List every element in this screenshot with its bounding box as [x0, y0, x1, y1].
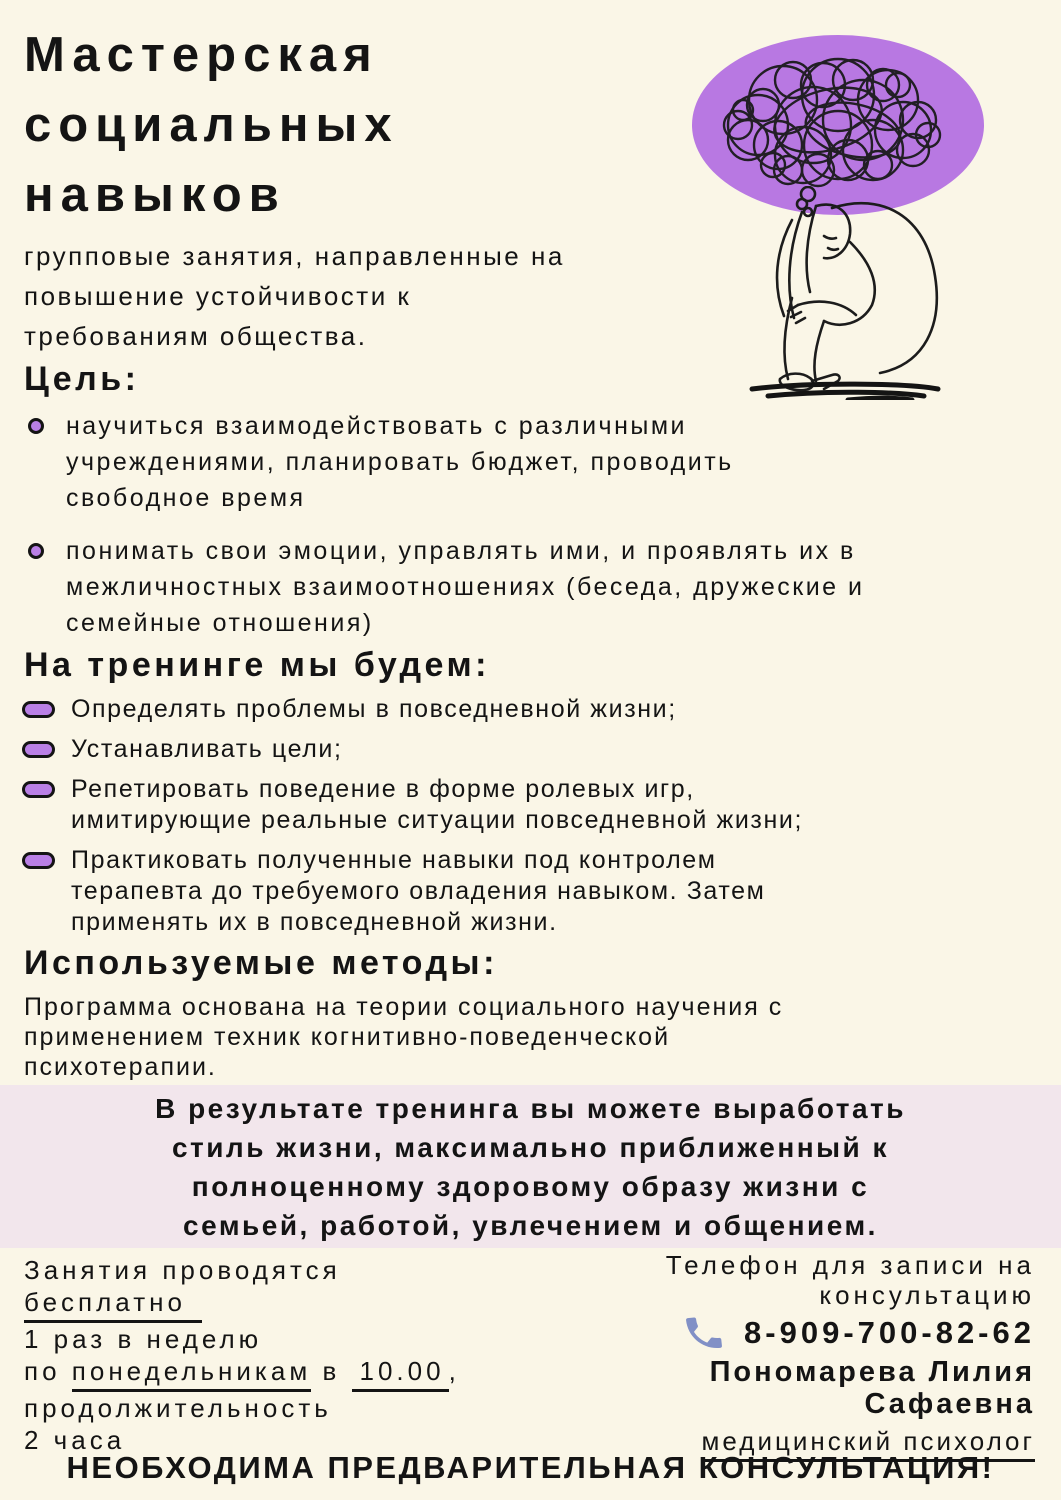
list-item-line: научиться взаимодействовать с различными	[66, 412, 687, 440]
contact-block	[666, 1250, 1035, 1462]
list-item-line: учреждениями, планировать бюджет, проводить	[66, 448, 734, 476]
list-item	[24, 533, 864, 641]
list-item	[22, 734, 803, 765]
contact-name: Пономарева Лилия Сафаевна	[709, 1356, 1035, 1420]
list-item-line: применять их в повседневной жизни.	[71, 908, 558, 936]
goal-list	[24, 408, 864, 658]
pill-bullet-icon	[22, 781, 55, 798]
subtitle	[24, 236, 565, 356]
banner-line: полноценному здоровому образу жизни с	[191, 1170, 870, 1202]
list-item	[24, 408, 864, 516]
schedule-line: 1 раз в неделю	[24, 1324, 263, 1354]
goal-heading: Цель:	[24, 360, 140, 398]
circle-bullet-icon	[28, 418, 44, 434]
list-item-line: понимать свои эмоции, управлять ими, и проявлять их в	[66, 537, 856, 565]
pill-bullet-icon	[22, 701, 55, 718]
subtitle-line: групповые занятия, направленные на	[24, 241, 565, 271]
pill-bullet-icon	[22, 852, 55, 869]
list-item-line: терапевта до требуемого овладения навыком. Затем	[71, 877, 766, 905]
banner-line: стиль жизни, максимально приближенный к	[171, 1131, 890, 1163]
list-item-line: Репетировать поведение в форме ролевых игр,	[71, 775, 695, 803]
page-title	[24, 20, 399, 230]
list-item-line: Устанавливать цели;	[71, 735, 343, 763]
list-item-line: имитирующие реальные ситуации повседневной жизни;	[71, 806, 804, 834]
free-underlined-text: бесплатно	[24, 1286, 202, 1323]
schedule-block	[24, 1254, 460, 1456]
phone-icon	[682, 1311, 726, 1355]
training-heading: На тренинге мы будем:	[24, 646, 490, 684]
list-item	[22, 845, 803, 938]
contact-role: медицинский психолог	[666, 1426, 1035, 1462]
title-line: социальных	[24, 98, 399, 152]
schedule-line: по понедельникам в 10.00 ,	[24, 1355, 460, 1392]
result-banner	[0, 1085, 1061, 1248]
phone-number: 8-909-700-82-62	[744, 1315, 1035, 1350]
training-list	[22, 694, 803, 947]
list-item-line: Определять проблемы в повседневной жизни;	[71, 695, 677, 723]
methods-heading: Используемые методы:	[24, 944, 498, 982]
list-item-line: Практиковать полученные навыки под контролем	[71, 846, 717, 874]
list-item-line: межличностных взаимоотношениях (беседа, дружеские и	[66, 573, 865, 601]
list-item	[22, 694, 803, 725]
title-line: Мастерская	[24, 28, 379, 82]
circle-bullet-icon	[28, 543, 44, 559]
banner-line: В результате тренинга вы можете выработать	[155, 1092, 906, 1124]
banner-line: семьей, работой, увлечением и общением.	[183, 1209, 878, 1241]
footer-notice: НЕОБХОДИМА ПРЕДВАРИТЕЛЬНАЯ КОНСУЛЬТАЦИЯ!	[66, 1450, 995, 1485]
list-item	[22, 774, 803, 836]
title-line: навыков	[24, 168, 286, 222]
list-item-line: свободное время	[66, 484, 306, 512]
schedule-line: продолжительность	[24, 1393, 332, 1423]
day-underlined-text: понедельникам	[72, 1355, 311, 1392]
time-underlined-text: 10.00	[352, 1355, 449, 1392]
subtitle-line: повышение устойчивости к	[24, 281, 412, 311]
schedule-line: Занятия проводятся	[24, 1255, 341, 1285]
methods-line: Программа основана на теории социального научения с	[24, 993, 784, 1021]
pill-bullet-icon	[22, 741, 55, 758]
methods-line: применением техник когнитивно-поведенческой	[24, 1023, 671, 1051]
list-item-line: семейные отношения)	[66, 609, 374, 637]
contact-heading: Телефон для записи на консультацию	[665, 1250, 1035, 1310]
subtitle-line: требованиям общества.	[24, 321, 368, 351]
methods-line: психотерапии.	[24, 1053, 217, 1081]
methods-text	[24, 992, 783, 1082]
schedule-line: 2 часа	[24, 1425, 126, 1455]
person-illustration	[728, 186, 960, 400]
